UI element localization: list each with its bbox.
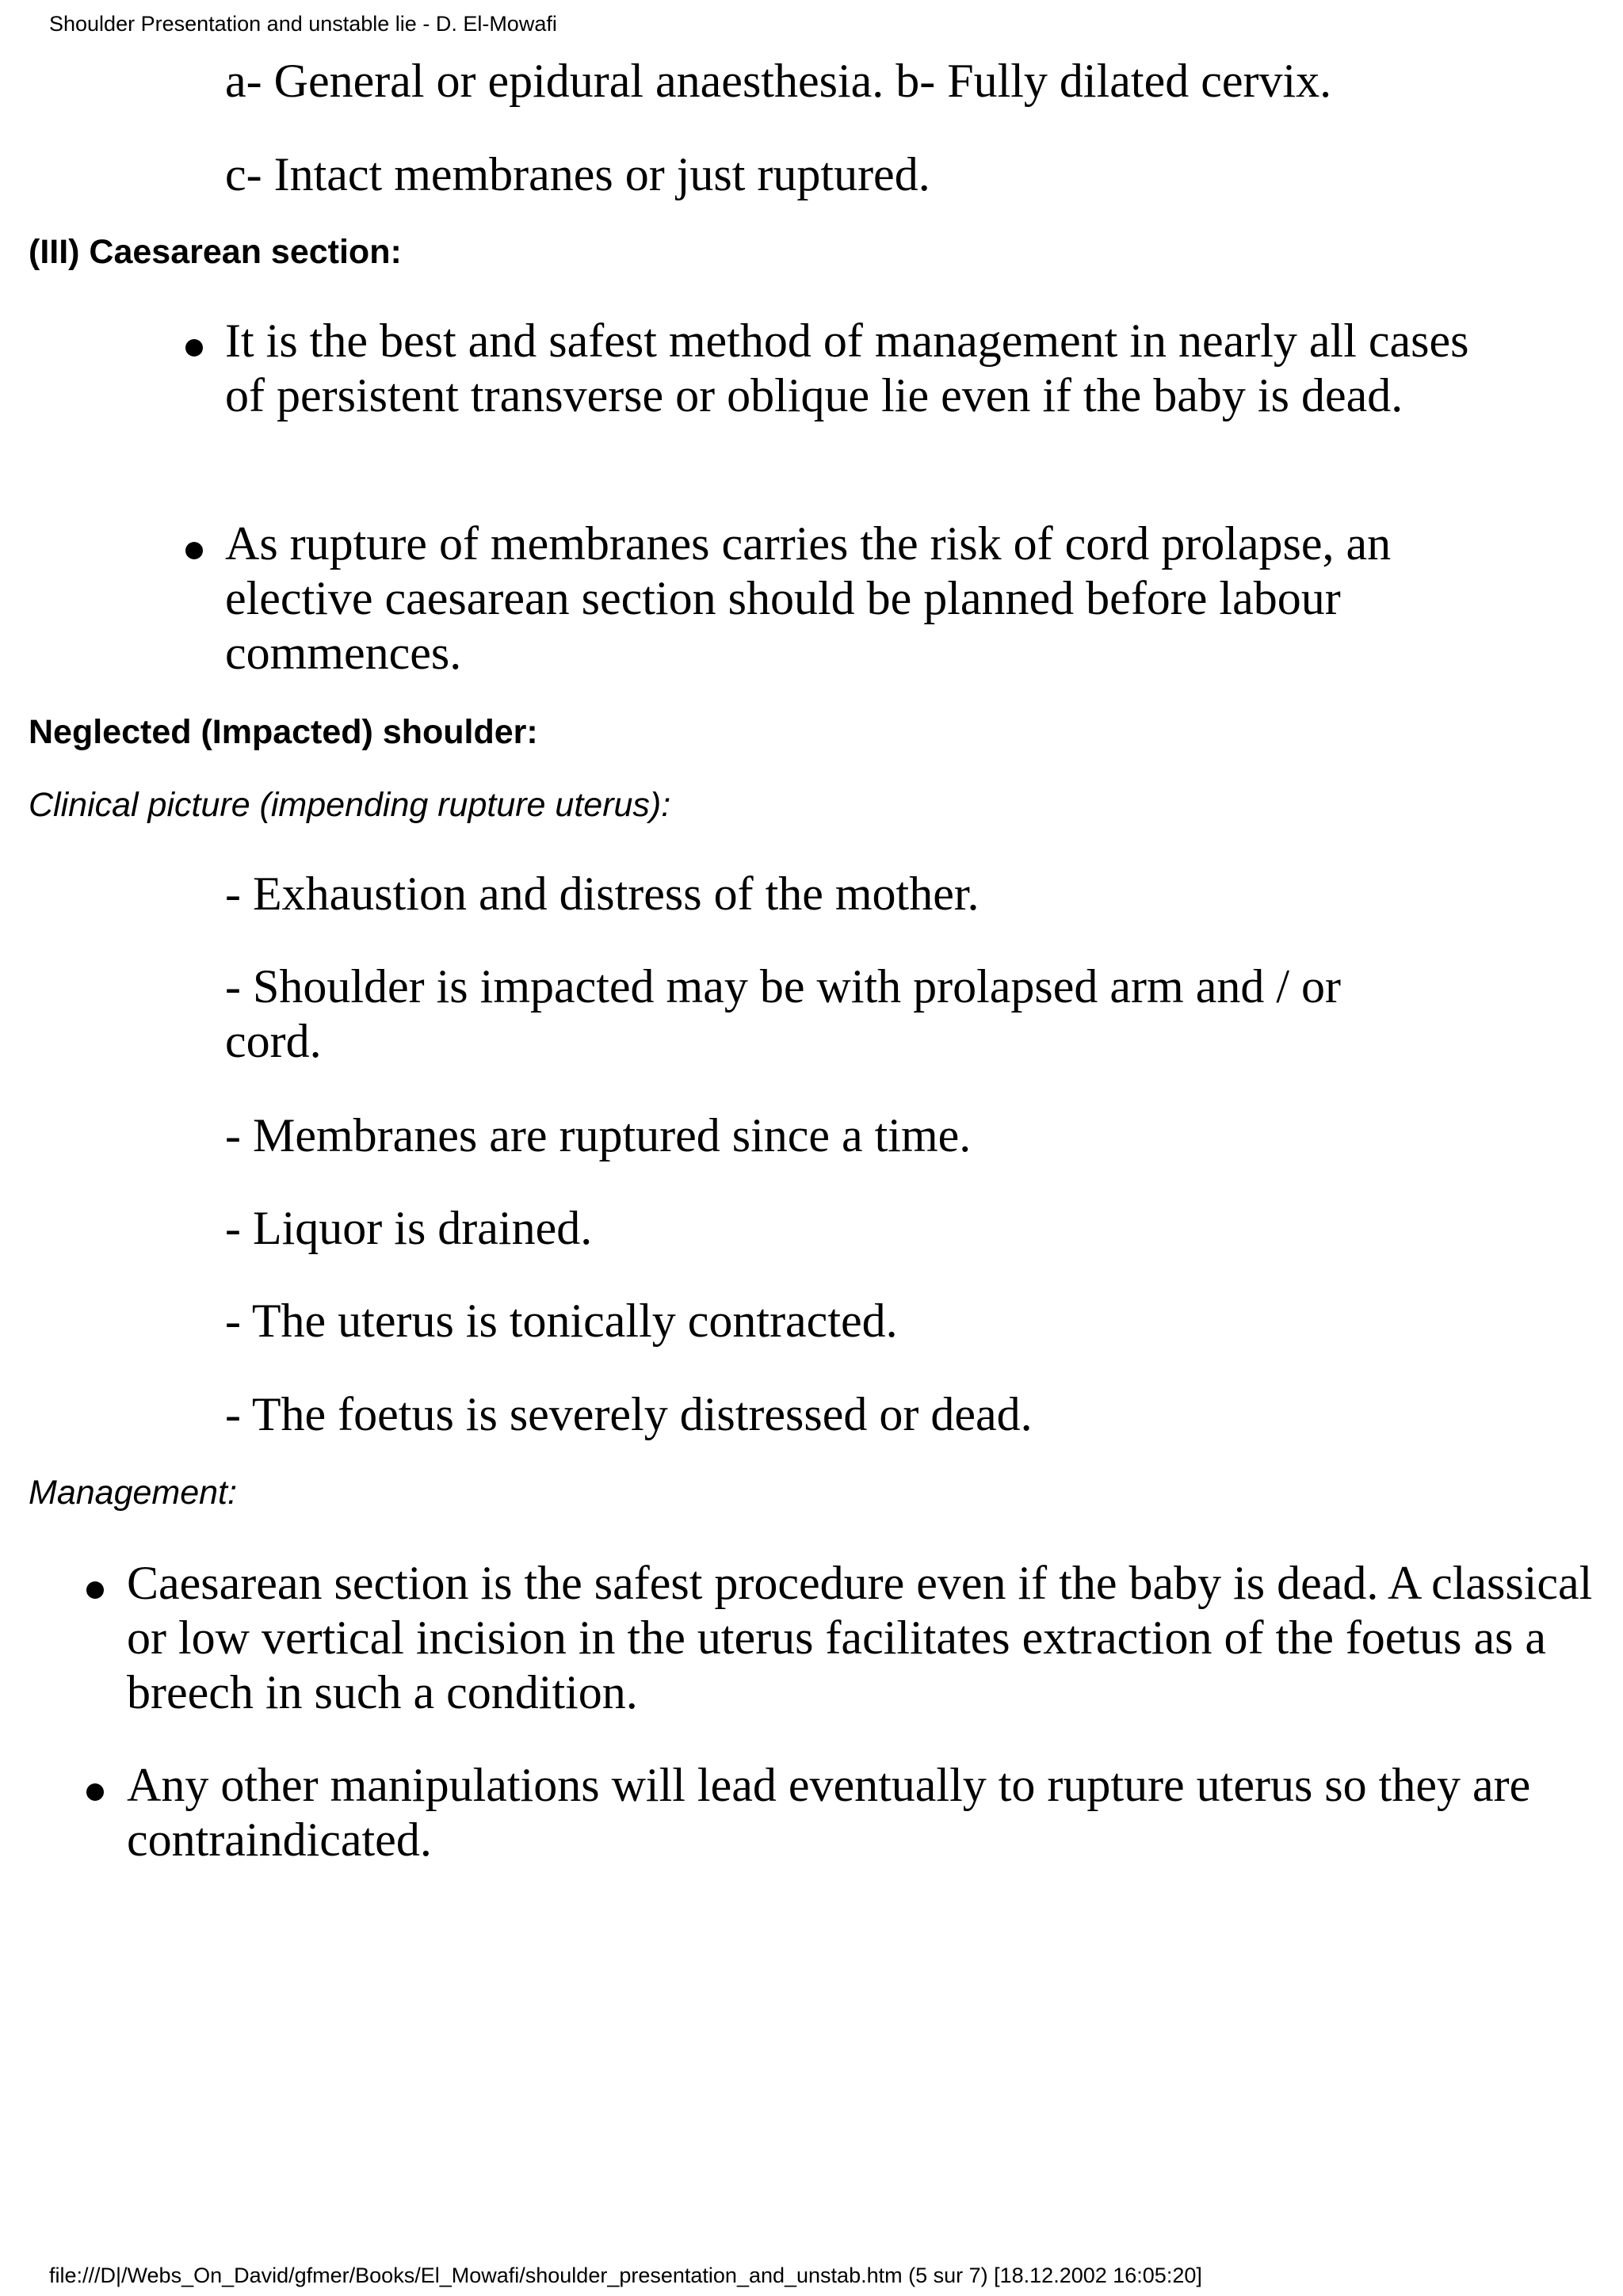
- bullet-item: It is the best and safest method of management in nearly all cases of persistent transverse or oblique lie even if the baby is dead.: [225, 315, 1469, 421]
- bullet-icon: [86, 1581, 104, 1599]
- condition-line: a- General or epidural anaesthesia. b- Fully dilated cervix.: [225, 55, 1332, 107]
- bullet-icon: [185, 339, 203, 357]
- clinical-item: - Exhaustion and distress of the mother.: [225, 868, 980, 920]
- clinical-item: - Shoulder is impacted may be with prolapsed arm and / or cord.: [225, 960, 1341, 1067]
- bullet-item: Caesarean section is the safest procedure even if the baby is dead. A classical or low vertical incision in the uterus facilitates extraction of the foetus as a breech in such a condition.: [127, 1557, 1593, 1718]
- bullet-icon: [86, 1783, 104, 1801]
- bullet-item: Any other manipulations will lead eventually to rupture uterus so they are contraindicated.: [127, 1759, 1531, 1866]
- section-heading-caesarean: (III) Caesarean section:: [29, 233, 402, 271]
- clinical-item: - The uterus is tonically contracted.: [225, 1295, 898, 1347]
- clinical-item: - The foetus is severely distressed or dead.: [225, 1388, 1033, 1440]
- bullet-icon: [185, 542, 203, 559]
- clinical-item: - Membranes are ruptured since a time.: [225, 1109, 972, 1161]
- subheading-management: Management:: [29, 1474, 237, 1512]
- subheading-clinical-picture: Clinical picture (impending rupture uterus):: [29, 786, 671, 824]
- condition-line: c- Intact membranes or just ruptured.: [225, 148, 930, 200]
- bullet-item: As rupture of membranes carries the risk of cord prolapse, an elective caesarean section should be planned before labour commences.: [225, 517, 1392, 679]
- section-heading-neglected: Neglected (Impacted) shoulder:: [29, 713, 538, 751]
- clinical-item: - Liquor is drained.: [225, 1202, 593, 1254]
- page-header: Shoulder Presentation and unstable lie - D. El-Mowafi: [49, 12, 557, 36]
- page-footer-url: file:///D|/Webs_On_David/gfmer/Books/El_Mowafi/shoulder_presentation_and_unstab.htm (5 sur 7) [18.12.2002 16:05:20]: [49, 2264, 1202, 2287]
